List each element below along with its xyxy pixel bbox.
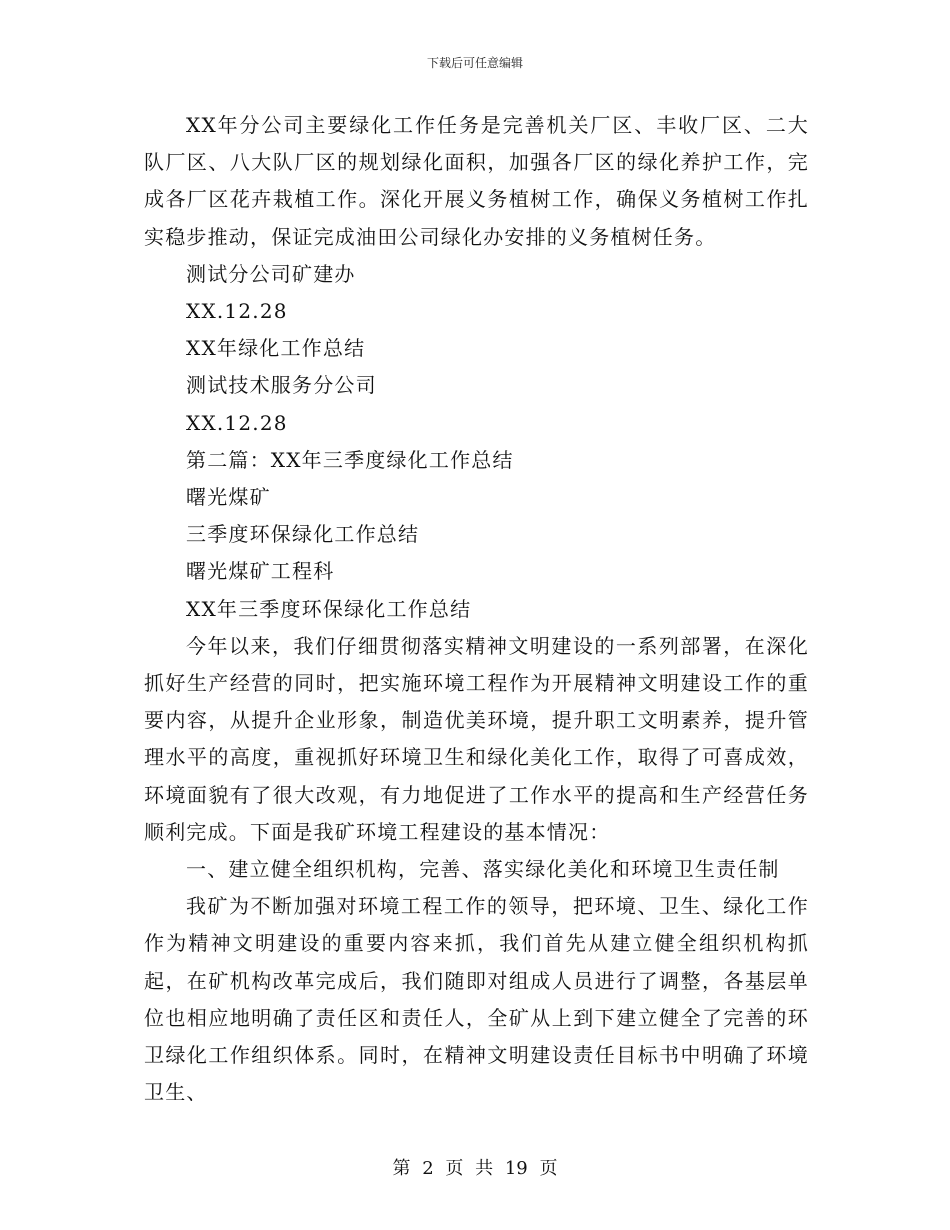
mine-name: 曙光煤矿 [186, 485, 271, 510]
company-name: 测试技术服务分公司 [186, 373, 377, 398]
report-subtitle: XX年三季度环保绿化工作总结 [186, 596, 472, 621]
paragraph-intro: 今年以来，我们仔细贯彻落实精神文明建设的一系列部署，在深化抓好生产经营的同时，把实施环境工程作为开展精神文明建设工作的重要内容，从提升企业形象，制造优美环境，提升职工文明素养，提升管理水平的高度，重视抓好环境卫生和绿化美化工作，取得了可喜成效，环境面貌有了很大改观，有力地促进了工作水平的提高和生产经营任务顺利完成。下面是我矿环境工程建设的基本情况： [144, 633, 809, 844]
paragraph-organization: 我矿为不断加强对环境工程工作的领导，把环境、卫生、绿化工作作为精神文明建设的重要内容来抓，我们首先从建立健全组织机构抓起，在矿机构改革完成后，我们随即对组成人员进行了调整，各基层单位也相应地明确了责任区和责任人，全矿从上到下建立健全了完善的环卫绿化工作组织体系。同时，在精神文明建设责任目标书中明确了环境卫生、 [144, 894, 809, 1105]
chapter-two-title: 第二篇：XX年三季度绿化工作总结 [186, 447, 514, 472]
page-header-note: 下载后可任意编辑 [426, 56, 523, 70]
page-number: 第 2 页 共 19 页 [392, 1158, 558, 1179]
section-heading-organization: 一、建立健全组织机构，完善、落实绿化美化和环境卫生责任制 [186, 857, 780, 882]
signature-office: 测试分公司矿建办 [186, 261, 356, 286]
document-body [144, 107, 809, 1111]
signature-date: XX.12.28 [186, 299, 288, 324]
department-name: 曙光煤矿工程科 [186, 559, 335, 584]
section-title-greening-summary: XX年绿化工作总结 [186, 336, 366, 361]
paragraph-greening-tasks: XX年分公司主要绿化工作任务是完善机关厂区、丰收厂区、二大队厂区、八大队厂区的规划绿化面积，加强各厂区的绿化养护工作，完成各厂区花卉栽植工作。深化开展义务植树工作，确保义务植树工作扎实稳步推动，保证完成油田公司绿化办安排的义务植树任务。 [144, 113, 809, 249]
report-title: 三季度环保绿化工作总结 [186, 522, 420, 547]
company-date: XX.12.28 [186, 410, 288, 435]
